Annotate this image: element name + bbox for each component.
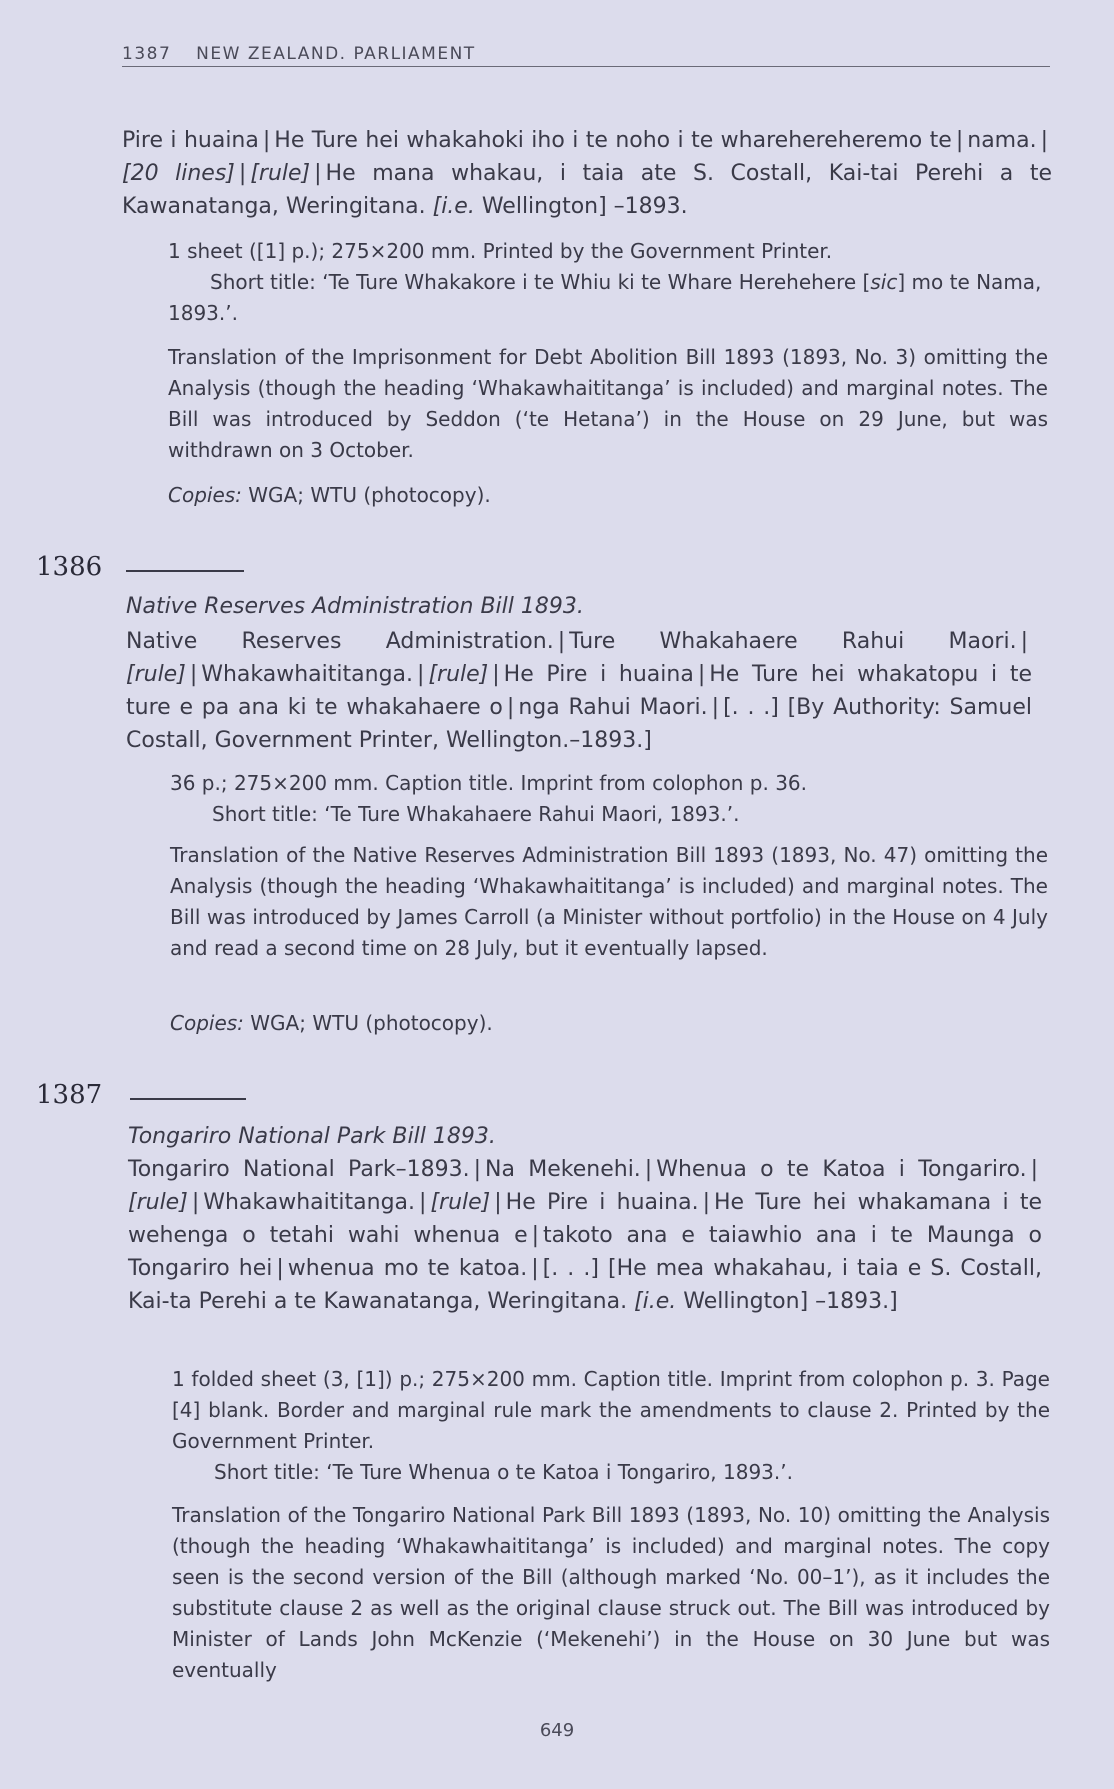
running-head <box>122 44 1050 67</box>
cont-t1: Pire i huaina <box>122 128 259 153</box>
e1386-t2: Ture Whakahaere Rahui Maori. <box>569 629 1017 654</box>
cont-collation: 1 sheet ([1] p.); 275×200 mm. Printed by the Government Printer. <box>168 239 833 263</box>
running-head-page-ref: 1387 <box>122 44 172 64</box>
entry-number-1386: 1386 <box>36 552 103 582</box>
e1387-t9: takoto ana e taiawhio ana i te Maunga o Tongariro hei <box>128 1223 1042 1281</box>
e1386-t4: Whakawhaititanga. <box>201 662 414 687</box>
page-folio: 649 <box>539 1720 575 1741</box>
e1387-t5: Whakawhaititanga. <box>203 1190 416 1215</box>
e1386-t7: He Ture hei whakatopu i te ture e pa ana ki te whakahaere o <box>126 662 1032 720</box>
cont-short-sic: sic <box>870 270 898 294</box>
e1387-t12: [He mea whakahau, i taia e S. Costall, Kai-ta Perehi a te Kawanatanga, Weringitana. <box>128 1256 1043 1314</box>
cont-short-title <box>168 267 1048 329</box>
e1386-t1: Native Reserves Administration. <box>126 629 554 654</box>
entry-1386-collation: 36 p.; 275×200 mm. Caption title. Imprint from colophon p. 36. <box>170 771 808 795</box>
e1387-t6: [rule] <box>430 1190 491 1215</box>
entry-1386-heading: Native Reserves Administration Bill 1893. <box>126 594 584 619</box>
e1386-t8: nga Rahui Maori. <box>518 695 708 720</box>
e1387-t11: [. . .] <box>542 1256 599 1281</box>
entry-1387-heading: Tongariro National Park Bill 1893. <box>128 1124 496 1149</box>
e1387-t2: Na Mekenehi. <box>485 1157 641 1182</box>
e1386-copies-label: Copies: <box>170 1011 244 1035</box>
e1387-t13: [i.e. <box>634 1289 677 1314</box>
cont-t4: [20 lines] <box>122 161 235 186</box>
cont-copies <box>168 480 1048 511</box>
cont-t6: He mana whakau, i taia ate S. Costall, Kai-tai Perehi a te Kawanatanga, Weringitana. <box>122 161 1052 219</box>
entry-1387-short-title: Short title: ‘Te Ture Whenua o te Katoa i Tongariro, 1893.’. <box>214 1460 793 1484</box>
cont-copies-value: WGA; WTU (photocopy). <box>248 483 491 507</box>
cont-t5: [rule] <box>250 161 311 186</box>
cont-short-b: ] mo te Nama, 1893.’. <box>168 270 1042 325</box>
cont-copies-label: Copies: <box>168 483 242 507</box>
entry-number-1387: 1387 <box>36 1080 103 1110</box>
e1387-t3: Whenua o te Katoa i Tongariro. <box>656 1157 1027 1182</box>
entry-1387-collation: 1 folded sheet (3, [1]) p.; 275×200 mm. Caption title. Imprint from colophon p. 3. Page [4] blank. Border and marginal rule mark the amendments to clause 2. Printed by the Government Printer. <box>172 1367 1050 1453</box>
entry-1387-collation-block <box>172 1364 1050 1488</box>
cont-t2: He Ture hei whakahoki iho i te noho i te wharehereheremo te <box>274 128 952 153</box>
entry-1387-note: Translation of the Tongariro National Park Bill 1893 (1893, No. 10) omitting the Analysis (though the heading ‘Whakawhaititanga’ is included) and marginal notes. The copy seen is the second version of the Bill (although marked ‘No. 00–1’), as it includes the substitute clause 2 as well as the original clause struck out. The Bill was introduced by Minister of Lands John McKenzie (‘Mekenehi’) in the House on 30 June but was eventually <box>172 1503 1050 1682</box>
e1387-t1: Tongariro National Park–1893. <box>128 1157 470 1182</box>
cont-title-transcription: Pire i huaina | He Ture hei whakahoki iho i te noho i te wharehereheremo te | nama. |[20 lines] | [rule] | He mana whakau, i taia ate S. Costall, Kai-tai Perehi a te Kawanatanga, Weringitana. [i.e. Wellington] –1893. <box>122 128 1052 219</box>
e1386-t9: [. . .] [By Authority: Samuel Costall, Government Printer, Wellington.–1893.] <box>126 695 1032 753</box>
e1387-t4: [rule] <box>128 1190 188 1215</box>
entry-1386-note: Translation of the Native Reserves Administration Bill 1893 (1893, No. 47) omitting the Analysis (though the heading ‘Whakawhaititanga’ is included) and marginal notes. The Bill was introduced by James Carroll (a Minister without portfolio) in the House on 4 July and read a second time on 28 July, but it eventually lapsed. <box>170 843 1048 960</box>
entry-1386-copies <box>170 1008 1050 1039</box>
e1386-t3: [rule] <box>126 662 186 687</box>
entry-1387-title-transcription: Tongariro National Park–1893. | Na Mekenehi. | Whenua o te Katoa i Tongariro. |[rule] | Whakawhaititanga. | [rule] | He Pire i huaina. | He Ture hei whakamana i te wehenga o tetahi wahi whenua e | takoto ana e taiawhio ana i te Maunga o Tongariro hei | whenua mo te katoa. | [. . .] [He mea whakahau, i taia e S. Costall, Kai-ta Perehi a te Kawanatanga, Weringitana. [i.e. Wellington] –1893.] <box>128 1157 1043 1314</box>
entry-rule-1387 <box>130 1098 246 1100</box>
entry-1386-short-title: Short title: ‘Te Ture Whakahaere Rahui Maori, 1893.’. <box>212 802 740 826</box>
cont-t7: [i.e. <box>432 194 475 219</box>
entry-1386-title-transcription: Native Reserves Administration. | Ture Whakahaere Rahui Maori. |[rule] | Whakawhaititanga. | [rule] | He Pire i huaina | He Ture hei whakatopu i te ture e pa ana ki te whakahaere o | nga Rahui Maori. | [. . .] [By Authority: Samuel Costall, Government Printer, Wellington.–1893.] <box>126 629 1032 753</box>
e1387-t10: whenua mo te katoa. <box>287 1256 528 1281</box>
e1386-t6: He Pire i huaina <box>503 662 694 687</box>
cont-collation-block <box>168 236 1048 329</box>
cont-t8: Wellington] –1893. <box>481 194 688 219</box>
e1387-t8: He Ture hei whakamana i te wehenga o tetahi wahi whenua e <box>128 1190 1042 1248</box>
cont-note: Translation of the Imprisonment for Debt Abolition Bill 1893 (1893, No. 3) omitting the Analysis (though the heading ‘Whakawhaititanga’ is included) and marginal notes. The Bill was introduced by Seddon (‘te Hetana’) in the House on 29 June, but was withdrawn on 3 October. <box>168 345 1048 462</box>
entry-1386-collation-block <box>170 768 1050 830</box>
entry-rule-1386 <box>126 570 244 572</box>
e1386-copies-value: WGA; WTU (photocopy). <box>250 1011 493 1035</box>
cont-t3: nama. <box>967 128 1037 153</box>
e1386-t5: [rule] <box>428 662 489 687</box>
running-head-title: NEW ZEALAND. PARLIAMENT <box>196 44 476 64</box>
cont-short-a: Short title: ‘Te Ture Whakakore i te Whiu ki te Whare Herehehere [ <box>210 270 871 294</box>
e1387-t14: Wellington] –1893.] <box>683 1289 898 1314</box>
e1387-t7: He Pire i huaina. <box>505 1190 699 1215</box>
